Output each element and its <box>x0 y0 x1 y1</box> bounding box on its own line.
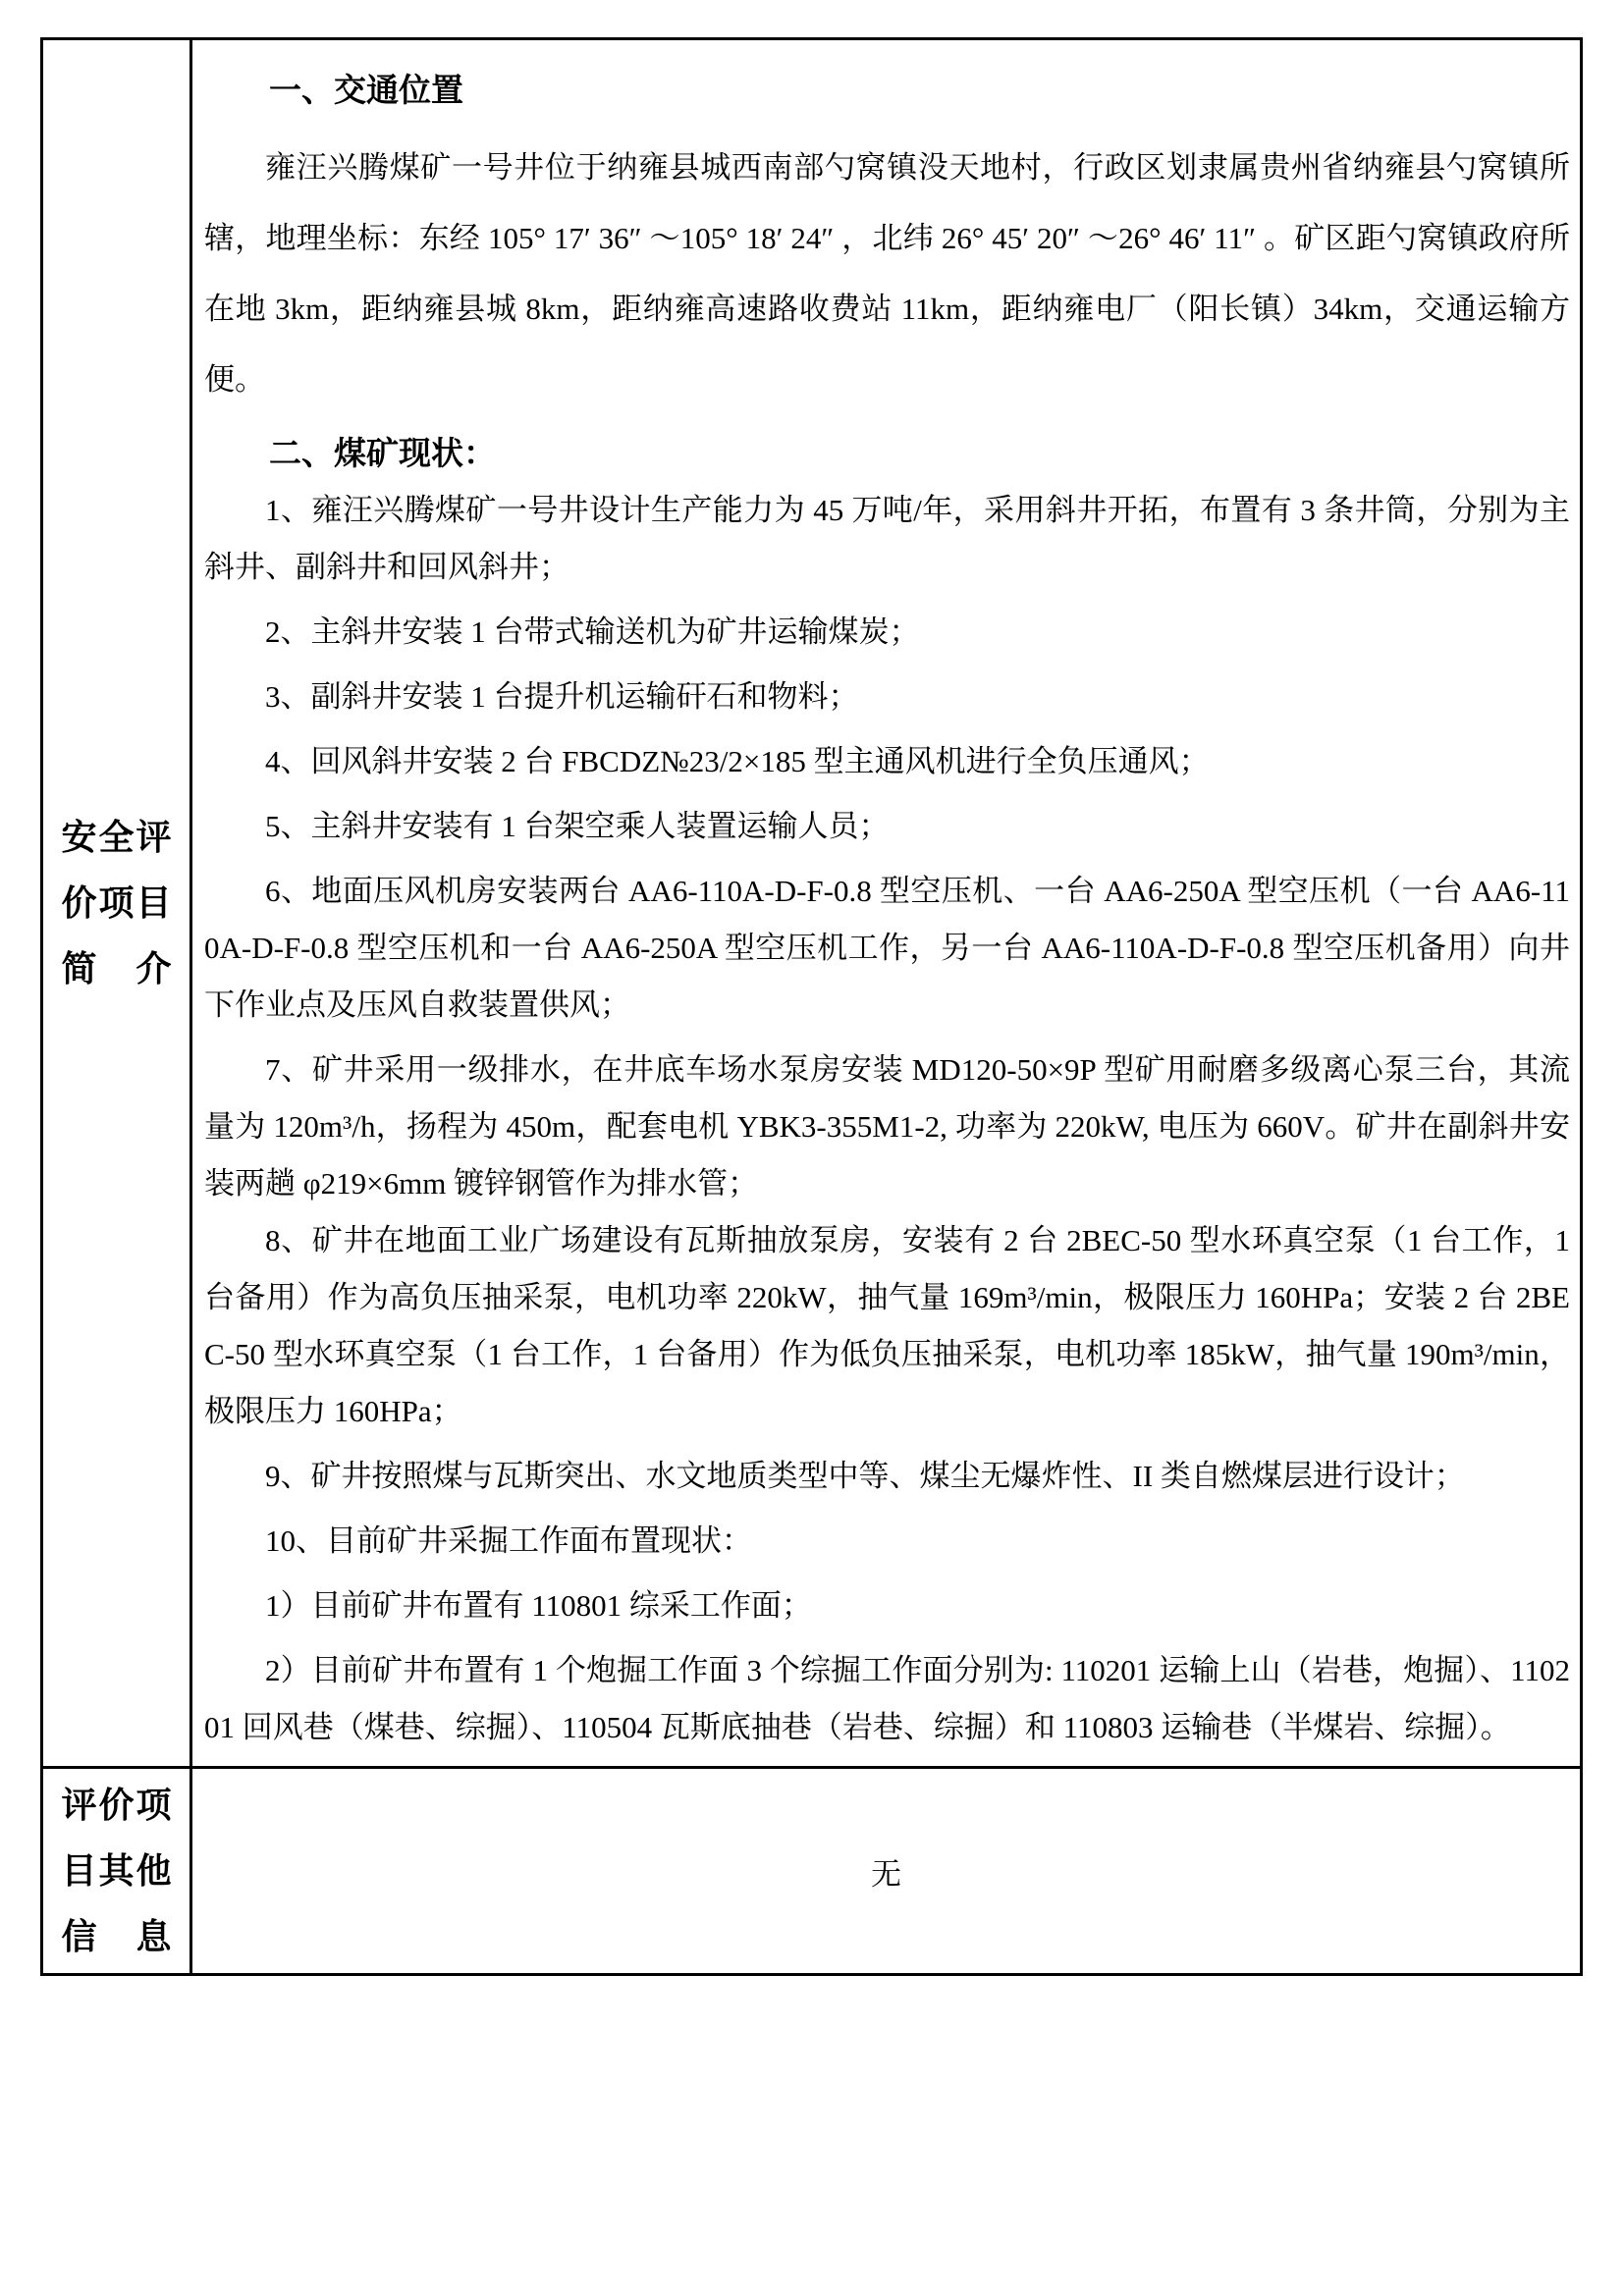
list-item-9: 9、矿井按照煤与瓦斯突出、水文地质类型中等、煤尘无爆炸性、II 类自燃煤层进行设计； <box>265 1459 1465 1493</box>
other-info-value: 无 <box>191 1768 1582 1975</box>
evaluation-table <box>40 37 1583 1976</box>
list-item-1: 1、雍汪兴腾煤矿一号井设计生产能力为 45 万吨/年，采用斜井开拓，布置有 3 条井筒，分别为主斜井、副斜井和回风斜井； <box>204 493 1570 584</box>
list-item-3: 3、副斜井安装 1 台提升机运输矸石和物料； <box>265 679 859 714</box>
row-header-cell-other-info <box>42 1768 191 1975</box>
list-item-8: 8、矿井在地面工业广场建设有瓦斯抽放泵房，安装有 2 台 2BEC-50 型水环真空泵（1 台工作，1 台备用）作为高负压抽采泵，电机功率 220kW，抽气量 169m³/min，极限压力 160HPa；安装 2 台 2BEC-50 型水环真空泵（1 台工作，1 台备用）作为低负压抽采泵，电机功率 185kW，抽气量 190m³/min，极限压力 160HPa； <box>204 1223 1570 1428</box>
list-item-2: 2、主斜井安装 1 台带式输送机为矿井运输煤炭； <box>265 614 920 649</box>
list-item-12: 2）目前矿井布置有 1 个炮掘工作面 3 个综掘工作面分别为: 110201 运输上山（岩巷，炮掘）、110201 回风巷（煤巷、综掘）、110504 瓦斯底抽巷（岩巷、综掘）和 110803 运输巷（半煤岩、综掘）。 <box>204 1653 1570 1744</box>
list-item-4: 4、回风斜井安装 2 台 FBCDZ№23/2×185 型主通风机进行全负压通风； <box>265 744 1210 778</box>
list-item-5: 5、主斜井安装有 1 台架空乘人装置运输人员； <box>265 809 890 843</box>
list-item-10: 10、目前矿井采掘工作面布置现状： <box>265 1523 752 1558</box>
table-row-summary <box>42 39 1582 1768</box>
row-header-summary: 安全评价项目简介 <box>61 817 172 988</box>
traffic-location-paragraph: 雍汪兴腾煤矿一号井位于纳雍县城西南部勺窝镇没天地村，行政区划隶属贵州省纳雍县勺窝镇所辖，地理坐标：东经 105° 17′ 36″ ～105° 18′ 24″ ，北纬 26° 45′ 20″ ～26° 46′ 11″ 。矿区距勺窝镇政府所在地 3km，距纳雍县城 8km，距纳雍高速路收费站 11km，距纳雍电厂（阳长镇）34km，交通运输方便。 <box>204 150 1570 397</box>
row-header-cell-summary <box>42 39 191 1768</box>
table-row-other-info <box>42 1768 1582 1975</box>
section-heading-mine-status: 二、煤矿现状： <box>269 435 496 471</box>
list-item-6: 6、地面压风机房安装两台 AA6-110A-D-F-0.8 型空压机、一台 AA6-250A 型空压机（一台 AA6-110A-D-F-0.8 型空压机和一台 AA6-250A 型空压机工作，另一台 AA6-110A-D-F-0.8 型空压机备用）向井下作业点及压风自救装置供风； <box>204 874 1570 1022</box>
list-item-11: 1）目前矿井布置有 110801 综采工作面； <box>265 1588 812 1623</box>
list-item-7: 7、矿井采用一级排水，在井底车场水泵房安装 MD120-50×9P 型矿用耐磨多级离心泵三台，其流量为 120m³/h，扬程为 450m，配套电机 YBK3-355M1-2, 功率为 220kW, 电压为 660V。矿井在副斜井安装两趟 φ219×6mm 镀锌钢管作为排水管； <box>204 1052 1570 1201</box>
summary-content-cell <box>191 39 1582 1768</box>
row-header-other-info: 评价项目其他信息 <box>61 1785 172 1956</box>
section-heading-traffic-location: 一、交通位置 <box>269 72 463 108</box>
